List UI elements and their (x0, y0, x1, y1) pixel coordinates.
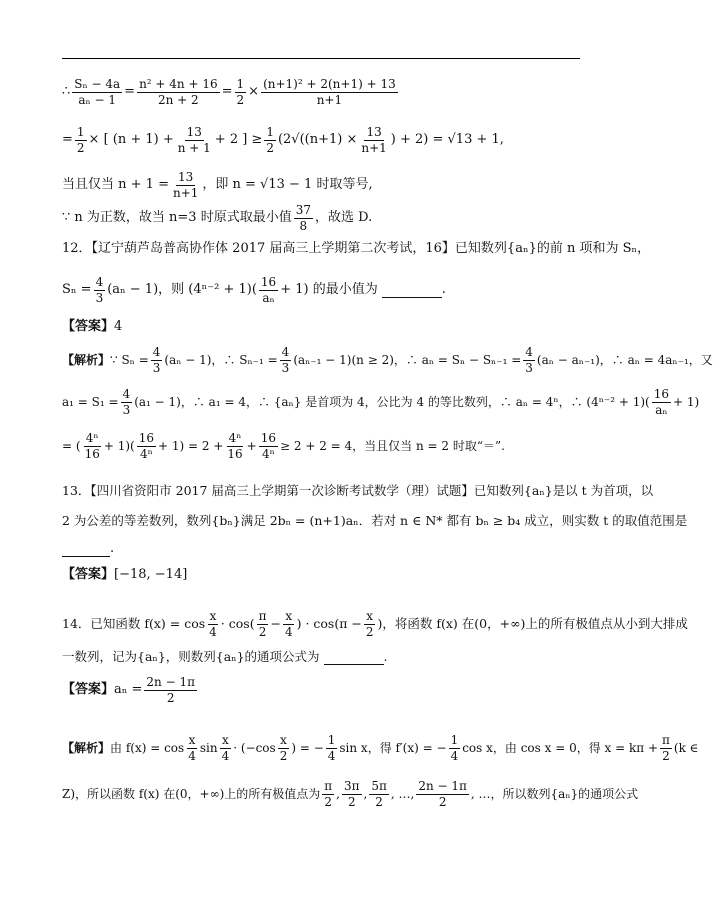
answer-13 (62, 566, 582, 584)
fraction: $\frac{1}{2}$ (236, 76, 245, 107)
answer-blank (382, 283, 442, 298)
fraction: $\frac{\text{n² + 4n + 16}}{2n + 2}$ (139, 76, 218, 107)
question-13-line-2: 2 为公差的等差数列，数列{bₙ}满足 2bₙ = (n+1)aₙ．若对 n ∈ N* 都有 bₙ ≥ b₄ 成立，则实数 t 的取值范围是 (62, 513, 688, 528)
answer-blank (324, 650, 384, 665)
fraction: $\frac{1}{2}$ (266, 124, 274, 155)
fraction: $\frac{\text{Sₙ − 4a}}{\text{aₙ − 1}}$ (74, 76, 121, 107)
question-14-line-2: 一数列，记为{aₙ}，则数列{aₙ}的通项公式为 . (62, 649, 388, 664)
header-rule (62, 58, 580, 59)
question-12-line-2: Sₙ = $\frac{4}{3}$ (aₙ − 1)，则 (4ⁿ⁻² + 1)( $\frac{16}{\text{aₙ}}$ + 1) 的最小值为 . (62, 274, 446, 305)
answer-label: 【答案】 (62, 567, 115, 582)
answer-14: 【答案】 aₙ = $\frac{2n - 1\pi}{2}$ (62, 674, 195, 705)
derivation-line-2: = $\frac{1}{2}$ × [ (n + 1) + $\frac{13}{n + 1}$ + 2 ] ≥ $\frac{1}{2}$ (2√((n+1) × $\frac{13}{n+1}$ ) + 2) = √13 + 1, (62, 124, 504, 155)
fraction: $\frac{1}{2}$ (76, 124, 85, 155)
answer-12 (62, 318, 582, 336)
question-13-blank-line: . (62, 540, 582, 558)
answer-blank (62, 542, 110, 557)
question-13-line-1: 13．【四川省资阳市 2017 届高三上学期第一次诊断考试数学（理）试题】已知数列{aₙ}是以 t 为首项，以 (62, 483, 654, 498)
derivation-line-3: 当且仅当 n + 1 = $\frac{13}{n+1}$ ，即 n = √13 − 1 时取等号, (62, 169, 373, 200)
explanation-14-line-1: 【解析】 由 f(x) = cos $\frac{x}{4}$ sin $\frac{x}{4}$ · (−cos $\frac{x}{2}$ ) = − $\frac{1}{4}$ sin x，得 f′(x) = − $\frac{1}{4}$ cos x，由 cos x = 0，得 x = kπ + $\frac{\pi}{2}$ (k ∈ (62, 732, 699, 763)
question-14-line-1: 14．已知函数 f(x) = cos $\frac{x}{4}$ · cos( $\frac{\pi}{2}$ − $\frac{x}{4}$ ) · cos(π − $\frac{x}{2}$ )，将函数 f(x) 在(0，+∞)上的所有极值点从小到大排成 (62, 608, 688, 639)
answer-value: [−18, −14] (114, 567, 188, 582)
answer-value: 4 (114, 319, 123, 334)
explanation-label: 【解析】 (62, 353, 111, 367)
answer-label: 【答案】 (62, 319, 115, 334)
derivation-line-1: ∴ $\frac{\text{Sₙ − 4a}}{\text{aₙ − 1}}$ = $\frac{\text{n² + 4n + 16}}{2n + 2}$ = $\frac{1}{2}$ × $\frac{\text{(n+1)² + 2(n+1) + 13}}{n+1}$ (62, 76, 396, 107)
answer-label: 【答案】 (62, 682, 115, 697)
explanation-12-line-1: 【解析】 ∵ Sₙ = $\frac{4}{3}$ (aₙ − 1)，∴ Sₙ₋₁ = $\frac{4}{3}$ (aₙ₋₁ − 1)(n ≥ 2)，∴ aₙ = Sₙ − Sₙ₋₁ = $\frac{4}{3}$ (aₙ − aₙ₋₁)，∴ aₙ = 4aₙ₋₁，又 (62, 344, 713, 375)
derivation-line-4: ∵ n 为正数，故当 n=3 时原式取最小值 $\frac{37}{8}$ ，故选 D. (62, 202, 373, 233)
fraction: $\frac{13}{n+1}$ (361, 124, 387, 155)
fraction: $\frac{37}{8}$ (295, 202, 311, 233)
fraction: $\frac{13}{n + 1}$ (177, 124, 211, 155)
question-12-line-1: 12．【辽宁葫芦岛普高协作体 2017 届高三上学期第二次考试，16】已知数列{aₙ}的前 n 项和为 Sₙ， (62, 241, 651, 256)
explanation-14-line-2: Z)，所以函数 f(x) 在(0，+∞)上的所有极值点为 $\frac{\pi}{2}$ , $\frac{3\pi}{2}$ , $\frac{5\pi}{2}$ , …, $\frac{2n - 1\pi}{2}$ , …，所以数列{aₙ}的通项公式 (62, 778, 639, 809)
explanation-label: 【解析】 (62, 741, 111, 755)
explanation-12-line-2: a₁ = S₁ = $\frac{4}{3}$ (a₁ − 1)，∴ a₁ = 4，∴ {aₙ} 是首项为 4，公比为 4 的等比数列，∴ aₙ = 4ⁿ，∴ (4ⁿ⁻² + 1)( $\frac{16}{\text{aₙ}}$ + 1) (62, 386, 700, 417)
explanation-12-line-3: = ( $\frac{\text{4ⁿ}}{16}$ + 1)( $\frac{16}{\text{4ⁿ}}$ + 1) = 2 + $\frac{\text{4ⁿ}}{16}$ + $\frac{16}{\text{4ⁿ}}$ ≥ 2 + 2 = 4，当且仅当 n = 2 时取“＝”. (62, 430, 505, 461)
fraction: $\frac{16}{\text{aₙ}}$ (260, 274, 277, 305)
fraction: $\frac{13}{n+1}$ (172, 169, 199, 200)
fraction: $\frac{4}{3}$ (95, 274, 104, 305)
therefore-symbol: ∴ (62, 84, 71, 99)
fraction: $\frac{\text{(n+1)² + 2(n+1) + 13}}{n+1}$ (263, 76, 396, 107)
